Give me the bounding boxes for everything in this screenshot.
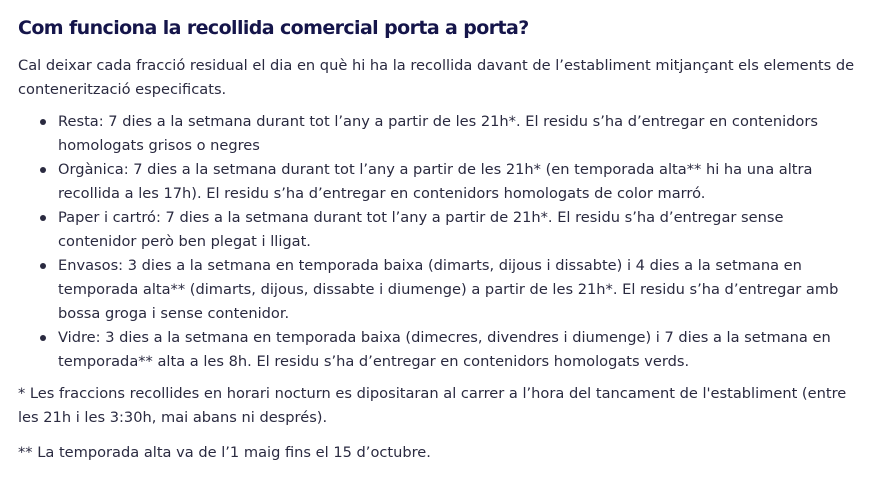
list-item-organica bbox=[58, 158, 865, 206]
list-item-text: Resta: 7 dies a la setmana durant tot l’any a partir de les 21h*. El residu s’ha d’entregar en contenidors homologats grisos o negres bbox=[58, 113, 818, 154]
list-item-text: Orgànica: 7 dies a la setmana durant tot l’any a partir de les 21h* (en temporada alta** hi ha una altra recollida a les 17h). El residu s’ha d’entregar en contenidors homologats de color marró. bbox=[58, 161, 813, 202]
footnote-night-collection: * Les fraccions recollides en horari nocturn es dipositaran al carrer a l’hora del tancament de l'establiment (entre les 21h i les 3:30h, mai abans ni després). bbox=[18, 385, 847, 426]
list-item-paper bbox=[58, 206, 865, 254]
list-item-vidre bbox=[58, 326, 865, 374]
section-heading: Com funciona la recollida comercial porta a porta? bbox=[18, 17, 529, 39]
list-item-text: Envasos: 3 dies a la setmana en temporada baixa (dimarts, dijous i dissabte) i 4 dies a la setmana en temporada alta** (dimarts, dijous, dissabte i diumenge) a partir de les 21h*. El residu s’ha d’entregar amb bossa groga i sense contenidor. bbox=[58, 257, 839, 322]
intro-paragraph: Cal deixar cada fracció residual el dia en què hi ha la recollida davant de l’establiment mitjançant els elements de contenerització especificats. bbox=[18, 57, 855, 98]
bullet-icon bbox=[40, 263, 46, 269]
list-item-envasos bbox=[58, 254, 865, 326]
bullet-icon bbox=[40, 167, 46, 173]
footnote-high-season: ** La temporada alta va de l’1 maig fins el 15 d’octubre. bbox=[18, 444, 431, 461]
collection-schedule-list bbox=[18, 110, 865, 374]
bullet-icon bbox=[40, 335, 46, 341]
bullet-icon bbox=[40, 215, 46, 221]
list-item-text: Paper i cartró: 7 dies a la setmana durant tot l’any a partir de 21h*. El residu s’ha d’entregar sense contenidor però ben plegat i lligat. bbox=[58, 209, 784, 250]
list-item-text: Vidre: 3 dies a la setmana en temporada baixa (dimecres, divendres i diumenge) i 7 dies a la setmana en temporada** alta a les 8h. El residu s’ha d’entregar en contenidors homologats verds. bbox=[58, 329, 831, 370]
list-item-resta bbox=[58, 110, 865, 158]
bullet-icon bbox=[40, 119, 46, 125]
